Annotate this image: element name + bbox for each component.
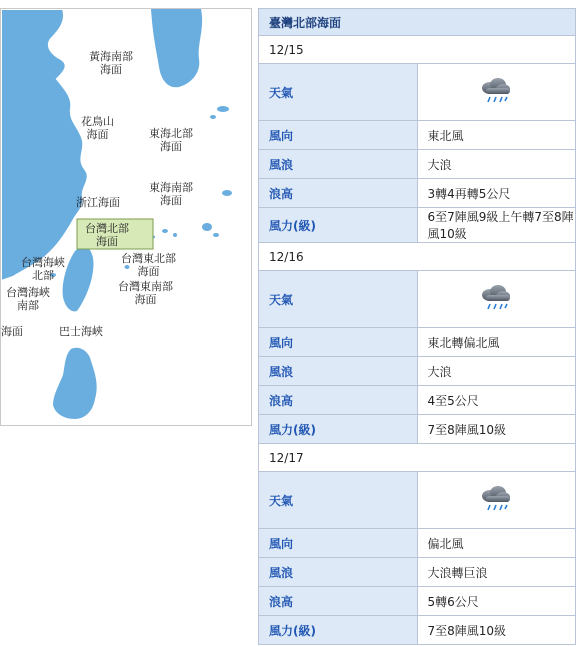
region-donghai-south[interactable] bbox=[149, 181, 193, 207]
region-label: 東海南部 bbox=[149, 181, 193, 194]
region-taiwan-se[interactable] bbox=[118, 280, 173, 306]
region-donghai-north[interactable] bbox=[149, 127, 193, 153]
wind-direction-row bbox=[259, 328, 576, 357]
forecast-date: 12/15 bbox=[259, 36, 576, 64]
region-label: 海面 bbox=[86, 128, 109, 141]
wave-height-label: 浪高 bbox=[259, 386, 418, 415]
luzon-shape bbox=[53, 348, 97, 419]
wind-force-row bbox=[259, 415, 576, 444]
mainland-china-shape bbox=[1, 9, 88, 281]
region-taiwan-north[interactable] bbox=[85, 222, 129, 248]
wave-height-value: 4至5公尺 bbox=[417, 386, 576, 415]
region-label: 巴士海峽 bbox=[59, 325, 103, 338]
date-row bbox=[259, 36, 576, 64]
region-label: 花鳥山 bbox=[81, 115, 114, 128]
region-strait-north[interactable] bbox=[21, 256, 65, 282]
wave-row bbox=[259, 558, 576, 587]
wind-force-value: 7至8陣風10級 bbox=[417, 415, 576, 444]
wave-height-value: 5轉6公尺 bbox=[417, 587, 576, 616]
region-label: 海面 bbox=[137, 265, 160, 278]
region-label: 浙江海面 bbox=[76, 196, 120, 209]
wind-direction-label: 風向 bbox=[259, 529, 418, 558]
weather-cell bbox=[417, 64, 576, 121]
forecast-date: 12/16 bbox=[259, 243, 576, 271]
rain-cloud-icon bbox=[476, 76, 516, 106]
weather-label: 天氣 bbox=[259, 271, 418, 328]
region-label: 台灣東北部 bbox=[121, 252, 176, 265]
wind-force-value: 6至7陣風9級上午轉7至8陣風10級 bbox=[417, 208, 576, 243]
region-label: 台灣東南部 bbox=[118, 280, 173, 293]
wind-force-value: 7至8陣風10級 bbox=[417, 616, 576, 645]
wave-value: 大浪轉巨浪 bbox=[417, 558, 576, 587]
region-label: 海面 bbox=[160, 140, 182, 153]
wave-height-label: 浪高 bbox=[259, 179, 418, 208]
region-zhejiang[interactable] bbox=[76, 196, 120, 209]
weather-row bbox=[259, 271, 576, 328]
weather-cell bbox=[417, 271, 576, 328]
region-label: 台灣海峽 bbox=[6, 286, 50, 299]
weather-label: 天氣 bbox=[259, 472, 418, 529]
weather-label: 天氣 bbox=[259, 64, 418, 121]
wind-direction-row bbox=[259, 529, 576, 558]
wind-direction-value: 東北風 bbox=[417, 121, 576, 150]
korea-shape bbox=[151, 9, 202, 87]
rain-cloud-icon bbox=[476, 283, 516, 313]
wave-height-row bbox=[259, 386, 576, 415]
region-huaniaoshan[interactable] bbox=[81, 115, 114, 141]
date-row bbox=[259, 444, 576, 472]
region-label: 海面 bbox=[1, 325, 23, 338]
wave-height-row bbox=[259, 587, 576, 616]
rain-cloud-icon bbox=[476, 484, 516, 514]
wind-force-label: 風力(級) bbox=[259, 415, 418, 444]
region-label: 海面 bbox=[100, 63, 122, 76]
wind-force-label: 風力(級) bbox=[259, 208, 418, 243]
region-label: 台灣北部 bbox=[85, 222, 129, 235]
region-title: 臺灣北部海面 bbox=[259, 9, 576, 36]
region-header-row bbox=[259, 9, 576, 36]
wave-height-value: 3轉4再轉5公尺 bbox=[417, 179, 576, 208]
weather-row bbox=[259, 472, 576, 529]
wave-value: 大浪 bbox=[417, 357, 576, 386]
region-label: 海面 bbox=[160, 194, 182, 207]
wind-force-row bbox=[259, 208, 576, 243]
region-huanghai-south[interactable] bbox=[89, 50, 133, 76]
wave-value: 大浪 bbox=[417, 150, 576, 179]
region-label: 南部 bbox=[17, 299, 39, 312]
wind-direction-row bbox=[259, 121, 576, 150]
wind-force-row bbox=[259, 616, 576, 645]
region-bashi[interactable] bbox=[59, 325, 103, 338]
wave-label: 風浪 bbox=[259, 558, 418, 587]
wave-row bbox=[259, 150, 576, 179]
wave-height-label: 浪高 bbox=[259, 587, 418, 616]
taiwan-shape bbox=[63, 245, 94, 311]
wind-direction-value: 東北轉偏北風 bbox=[417, 328, 576, 357]
wave-label: 風浪 bbox=[259, 150, 418, 179]
wind-direction-value: 偏北風 bbox=[417, 529, 576, 558]
forecast-table bbox=[258, 8, 576, 645]
wave-row bbox=[259, 357, 576, 386]
region-label: 台灣海峽 bbox=[21, 256, 65, 269]
forecast-days bbox=[259, 36, 576, 645]
wind-direction-label: 風向 bbox=[259, 328, 418, 357]
region-label: 海面 bbox=[134, 293, 157, 306]
region-label: 東海北部 bbox=[149, 127, 193, 140]
sea-area-map bbox=[0, 8, 252, 426]
date-row bbox=[259, 243, 576, 271]
wave-height-row bbox=[259, 179, 576, 208]
forecast-date: 12/17 bbox=[259, 444, 576, 472]
weather-row bbox=[259, 64, 576, 121]
region-label: 海面 bbox=[96, 235, 118, 248]
wave-label: 風浪 bbox=[259, 357, 418, 386]
wind-force-label: 風力(級) bbox=[259, 616, 418, 645]
region-taiwan-ne[interactable] bbox=[121, 252, 176, 278]
weather-cell bbox=[417, 472, 576, 529]
region-strait-south[interactable] bbox=[6, 286, 50, 312]
wind-direction-label: 風向 bbox=[259, 121, 418, 150]
region-label: 黃海南部 bbox=[89, 50, 133, 63]
region-label: 北部 bbox=[32, 269, 54, 282]
region-partial-left[interactable] bbox=[1, 325, 23, 338]
